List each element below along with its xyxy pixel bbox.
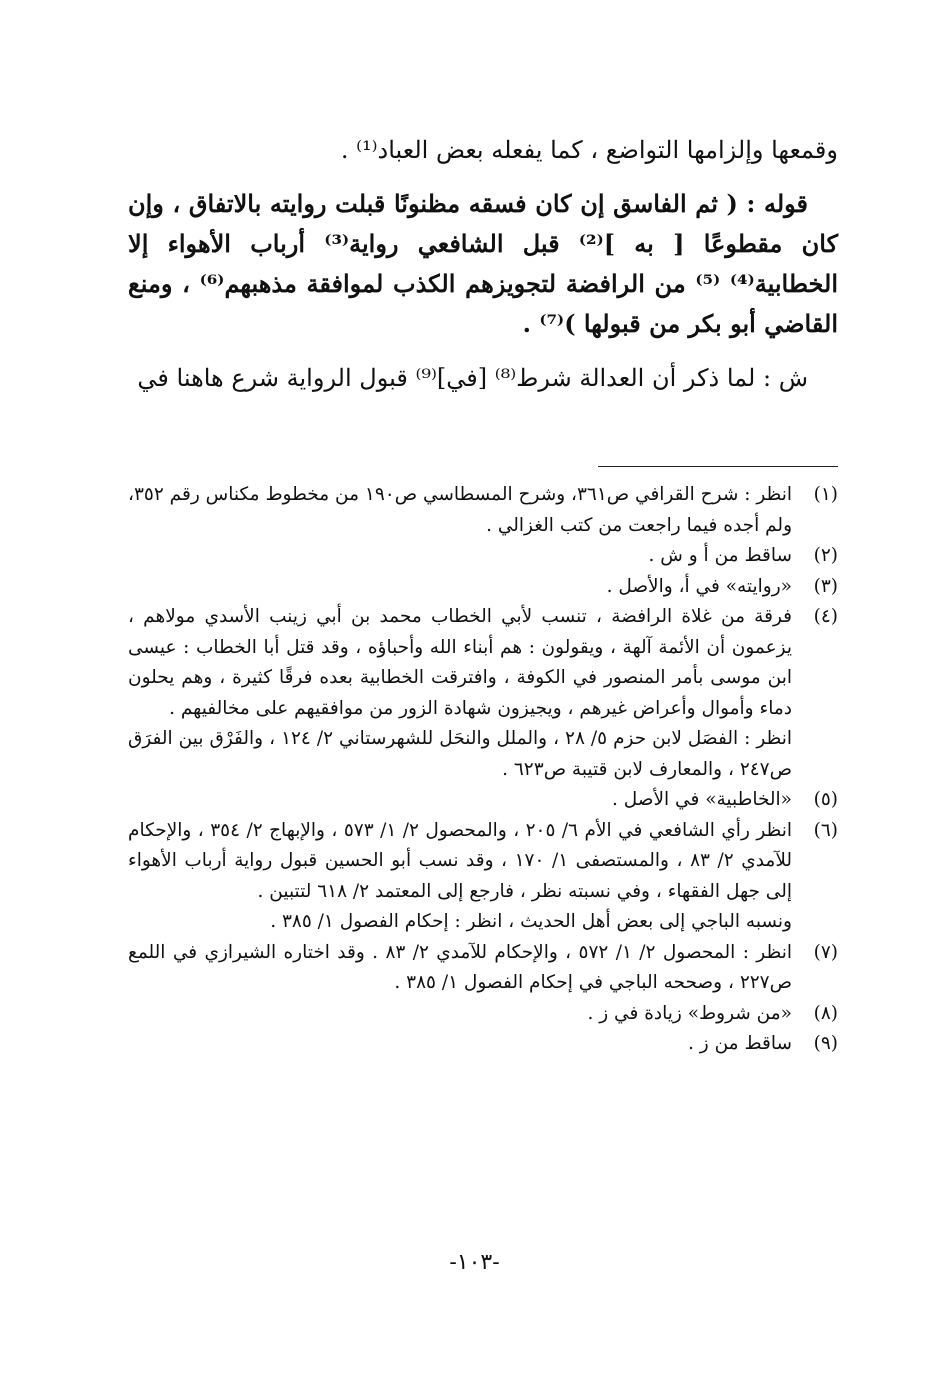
main-text — [128, 130, 838, 398]
footnote-5 — [128, 785, 838, 816]
footnote-text: انظر : المحصول ٢/ ١/ ٥٧٢ ، والإحكام للآمدي ٢/ ٨٣ . وقد اختاره الشيرازي في اللمع ص٢٢٧ ، وصححه الباجي في إحكام الفصول ١/ ٣٨٥ . — [128, 941, 792, 993]
footnote-text: انظر رأي الشافعي في الأم ٦/ ٢٠٥ ، والمحصول ٢/ ١/ ٥٧٣ ، والإبهاج ٢/ ٣٥٤ ، والإحكام للآمدي ٢/ ٨٣ ، والمستصفى ١/ ١٧٠ ، وقد نسب أبو الحسين قبول رواية أرباب الأهواء إلى جهل الفقهاء ، وفي نسبته نظر ، فارجع إلى المعتمد ٢/ ٦١٨ لتتبين . — [128, 819, 792, 902]
footnote-text: فرقة من غلاة الرافضة ، تنسب لأبي الخطاب محمد بن أبي زينب الأسدي مولاهم ، يزعمون أن الأئمة آلهة ، ويقولون : هم أبناء الله وأحباؤه ، وقد قتل أبا الخطاب : عيسى ابن موسى بأمر المنصور في الكوفة ، وافترقت الخطابية بعده فرقًا كثيرة ، وهم يحلون دماء وأموال وأعراض غيرهم ، ويجيزون شهادة الزور من موافقيهم على مخالفيهم . — [128, 606, 792, 719]
footnote-text: «الخاطبية» في الأصل . — [612, 789, 792, 810]
main-line-3: ش : لما ذكر أن العدالة شرط⁽⁸⁾ [في]⁽⁹⁾ قبول الرواية شرع هاهنا في — [137, 364, 808, 392]
main-quote-paragraph: قوله : ( ثم الفاسق إن كان فسقه مظنونًا قبلت روايته بالاتفاق ، وإن كان مقطوعًا [ به ]⁽²⁾ قبل الشافعي رواية⁽³⁾ أرباب الأهواء إلا الخطابية⁽⁴⁾ ⁽⁵⁾ من الرافضة لتجويزهم الكذب لموافقة مذهبهم⁽⁶⁾ ، ومنع القاضي أبو بكر من قبولها )⁽⁷⁾ . — [128, 189, 839, 338]
footnote-text: «من شروط» زيادة في ز . — [587, 1002, 792, 1024]
page-body — [127, 130, 839, 1054]
footnote-number: (٧) — [813, 941, 838, 963]
footnote-2 — [128, 541, 838, 572]
footnote-number: (٢) — [813, 545, 838, 566]
footnote-number: (٤) — [813, 606, 838, 627]
footnote-text: ساقط من ز . — [688, 1033, 792, 1054]
footnote-6 — [128, 816, 838, 938]
footnote-8 — [128, 999, 838, 1030]
footnote-number: (٣) — [813, 575, 838, 597]
footnote-text: انظر : الفصَل لابن حزم ٥/ ٢٨ ، والملل والنحَل للشهرستاني ٢/ ١٢٤ ، والفَرْق بين الفرَق ص٢٤٧ ، والمعارف لابن قتيبة ص٦٢٣ . — [128, 728, 792, 780]
page-number: -١٠٣- — [449, 1250, 500, 1275]
footnote-9 — [128, 1029, 838, 1060]
footnote-3 — [128, 572, 838, 603]
footnote-1 — [128, 480, 838, 541]
footnote-4 — [128, 602, 838, 785]
footnote-number: (٩) — [813, 1033, 838, 1054]
footnotes — [128, 480, 838, 1060]
footnote-text: انظر : شرح القرافي ص٣٦١، وشرح المسطاسي ص١٩٠ من مخطوط مكناس رقم ٣٥٢، ولم أجده فيما راجعت من كتب الغزالي . — [127, 484, 792, 536]
footnote-number: (٥) — [813, 789, 838, 810]
main-line-1: وقمعها وإلزامها التواضع ، كما يفعله بعض العباد⁽¹⁾ . — [340, 136, 838, 164]
footnote-text: «روايته» في أ، والأصل . — [606, 575, 792, 597]
footnote-divider — [598, 466, 838, 467]
footnote-text: ساقط من أ و ش . — [648, 545, 792, 566]
footnote-number: (٨) — [813, 1002, 838, 1024]
footnote-number: (١) — [813, 484, 838, 505]
footnote-number: (٦) — [813, 819, 838, 841]
footnote-7 — [128, 938, 838, 999]
footnote-text: ونسبه الباجي إلى بعض أهل الحديث ، انظر : إحكام الفصول ١/ ٣٨٥ . — [270, 911, 792, 932]
